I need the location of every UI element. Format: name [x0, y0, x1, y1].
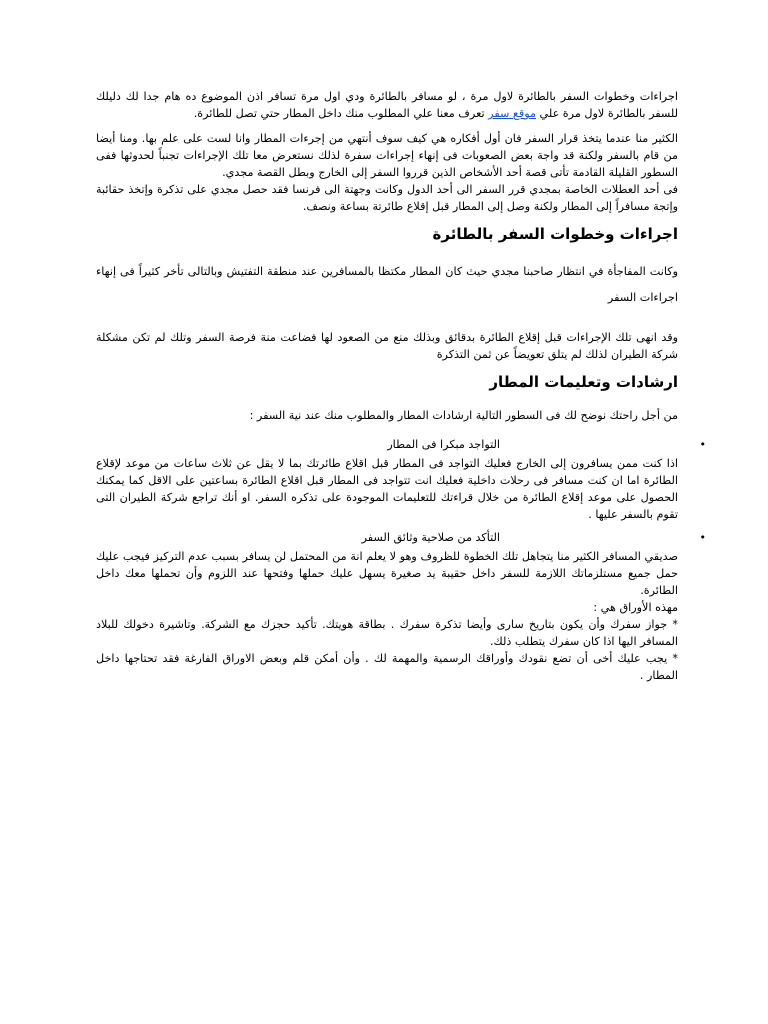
section1-paragraph-2: وقد انهى تلك الإجراءات قبل إقلاع الطائرة بدقائق وبذلك منع من الصعود لها فضاعت منة فرصة السفر وتلك لم تكن مشكلة شركة الطيران لذلك لم يتلق تعويضاً عن ثمن التذكرة: [96, 331, 678, 361]
intro-text-after-link: تعرف معنا علي المطلوب منك داخل المطار حتي تصل للطائرة.: [193, 107, 489, 120]
instructions-list: [96, 436, 706, 684]
heading-travel-steps: اجراءات وخطوات السفر بالطائرة: [432, 225, 678, 243]
safar-site-link[interactable]: موقع سفر: [488, 107, 536, 120]
papers-item-2: * يجب عليك أخى أن تضع نقودك وأوراقك الرسمية والمهمة لك . وأن أمكن قلم وبعض الاوراق الفارغة فقد تحتاجها داخل المطار .: [96, 652, 678, 682]
list-item: [96, 436, 706, 523]
intro-paragraph: [96, 88, 678, 122]
item1-title: التواجد مبكرا فى المطار: [387, 438, 500, 451]
bullet-icon: •: [699, 438, 706, 451]
story-paragraph-2: فى أحد العطلات الخاصة بمجدي قرر السفر الى أحد الدول وكانت وجهتة الى فرنسا فقد حصل مجدي على تذكرة وإتخذ حقائبة وإتجة مسافراً إلى المطار ولكنة وصل إلى المطار قبل إقلاع طائرتة بساعة ونصف.: [96, 183, 678, 213]
papers-label: مهذه الأوراق هي :: [593, 601, 678, 614]
document-page: [96, 88, 706, 690]
heading-airport-instructions: ارشادات وتعليمات المطار: [489, 373, 678, 391]
story-paragraph-1: الكثير منا عندما يتخذ قرار السفر فان أول أفكاره هي كيف سوف أنتهي من إجرءات المطار وانا لست على علم بها. ومنا أيضا من قام بالسفر ولكنة قد واجة بعض الصعوبات فى إنهاء إجراءات سفرة لذلك نستعرض معا تلك الإجراءات تجنباً لحدوثها ففى السطور القليلة القادمة تأتى قصة أحد الأشخاص الذين قرروا السفر إلى الخارج وبطل القصة مجدي.: [96, 132, 678, 179]
item2-title: التأكد من صلاحية وثائق السفر: [361, 531, 500, 544]
intro-text-before-link: اجراءات وخطوات السفر بالطائرة لاول مرة ، لو مسافر بالطائرة ودي اول مرة تسافر اذن الموضوع ده هام جدا لك دليلك للسفر بالطائرة لاول مرة علي: [96, 90, 678, 120]
item2-body: صديقي المسافر الكثير منا يتجاهل تلك الخطوة للظروف وهو لا يعلم انة من المحتمل لن يسافر بسبب عدم التركيز فيجب عليك حمل جميع مستلزماتك اللازمة للسفر داخل حقيبة يد صغيرة يسهل عليك حملها وفتحها عند اللزوم وأن تحملها معك داخل الطائرة.: [96, 550, 678, 597]
bullet-icon: •: [699, 531, 706, 544]
item1-body: اذا كنت ممن يسافرون إلى الخارج فعليك التواجد فى المطار قبل اقلاع طائرتك بما لا يقل عن ثلاث ساعات من موعد لإقلاع الطائرة اما ان كنت مسافر فى رحلات داخلية فعليك انت تتواجد فى المطار قبل اقلاع الطائرة بساعتين على الاقل كما يمكنك الحصول على موعد إقلاع الطائرة من خلال قراءتك للتعليمات الموجودة على تذكره السفر. او أنك تراجع شركة الطيران التى تقوم بالسفر عليها .: [96, 457, 678, 521]
section2-intro: من أجل راحتك نوضح لك فى السطور التالية ارشادات المطار والمطلوب منك عند نية السفر :: [249, 409, 678, 422]
section1-paragraph-1: وكانت المفاجأة في انتظار صاحبنا مجدي حيث كان المطار مكتظا بالمسافرين عند منطقة التفتيش وبالتالى تأخر كثيراً فى إنهاء اجراءات السفر: [96, 265, 678, 304]
papers-item-1: * جواز سفرك وأن يكون بتاريخ سارى وأيضا تذكرة سفرك . بطاقة هويتك. تأكيد حجزك مع الشركة. وتاشيرة دخولك للبلاد المسافر اليها اذا كان سفرك يتطلب ذلك.: [96, 618, 678, 648]
list-item: [96, 529, 706, 684]
